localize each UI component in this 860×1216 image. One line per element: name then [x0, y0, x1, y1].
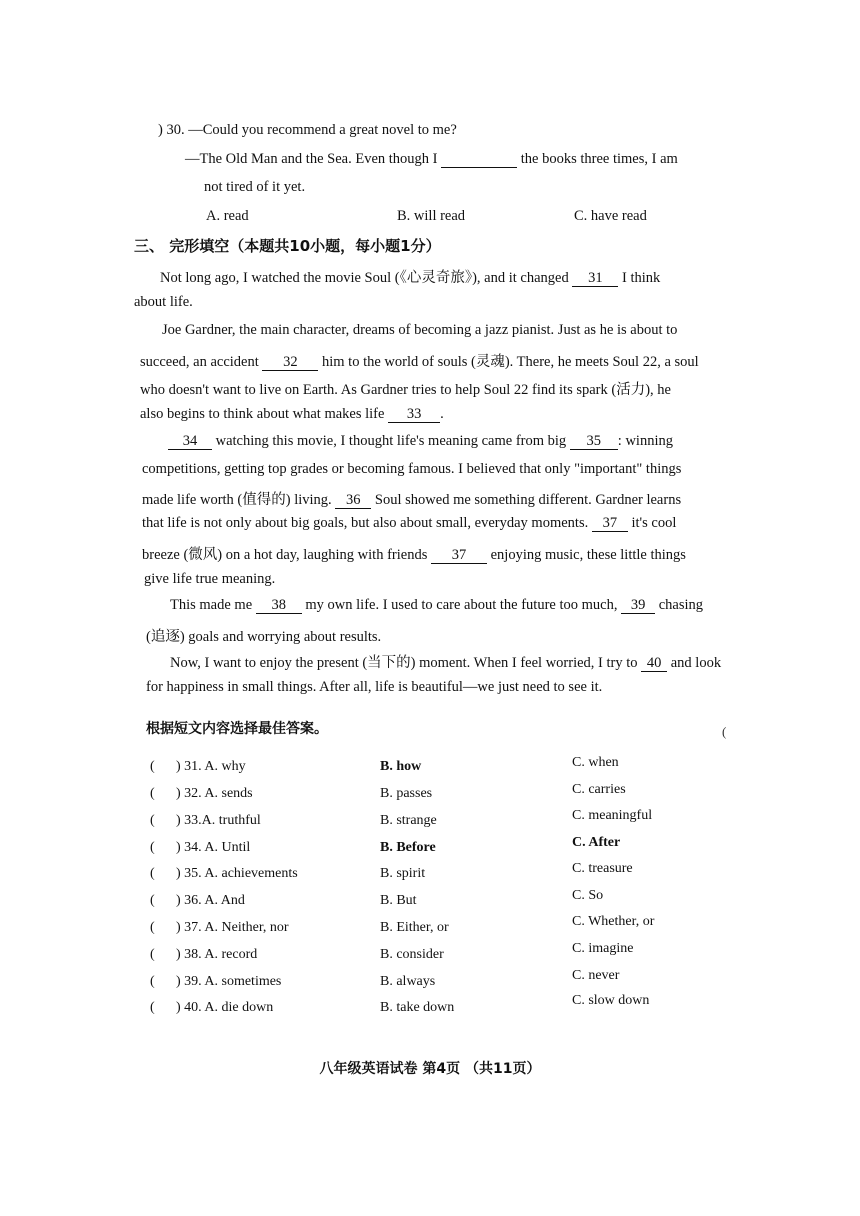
passage-text: Soul showed me something different. Gardner learns — [374, 492, 682, 508]
section-heading — [134, 235, 441, 256]
option-c: C. treasure — [572, 861, 633, 876]
q30-option-c: C. have read — [574, 208, 647, 224]
answer-paren: ( — [150, 840, 155, 855]
margin-mark: ( — [722, 724, 727, 739]
answer-paren: ( — [150, 786, 155, 801]
passage-line-12: give life true meaning. — [144, 571, 276, 587]
option-a: ) 31. A. why — [176, 759, 246, 774]
passage-line-4 — [140, 350, 699, 371]
q30-question: —Could you recommend a great novel to me? — [188, 122, 457, 138]
option-b: B. always — [380, 974, 436, 989]
section-prefix: 三、 — [134, 237, 165, 255]
option-row-35 — [150, 861, 710, 890]
option-c: C. slow down — [572, 993, 650, 1008]
passage-text: enjoying music, these little things — [490, 547, 686, 563]
blank-37b: 37 — [431, 548, 487, 564]
option-row-32 — [150, 782, 710, 810]
blank-32: 32 — [262, 355, 318, 371]
option-b: B. Either, or — [380, 920, 449, 935]
q30-number: ) 30. — [158, 122, 185, 138]
option-b: B. spirit — [380, 866, 426, 881]
option-b: B. passes — [380, 786, 433, 801]
passage-text: . — [440, 406, 444, 422]
passage-line-14: (追逐) goals and worrying about results. — [146, 629, 382, 645]
option-row-38 — [150, 941, 710, 971]
answer-paren: ( — [150, 893, 155, 908]
q30-answer-part2: the books three times, I am — [520, 151, 678, 167]
option-b: B. Before — [380, 840, 436, 855]
option-b: B. But — [380, 893, 417, 908]
blank-38: 38 — [256, 598, 302, 614]
blank-34: 34 — [168, 434, 212, 450]
passage-text: him to the world of souls (灵魂). There, he meets Soul 22, a soul — [322, 354, 699, 370]
blank-40: 40 — [641, 656, 667, 672]
passage-line-10 — [142, 515, 676, 532]
blank-36: 36 — [335, 493, 371, 509]
passage-line-8: competitions, getting top grades or becoming famous. I believed that only "important" things — [142, 461, 682, 477]
option-c: C. After — [572, 835, 621, 850]
passage-line-9 — [142, 488, 681, 509]
q30-answer-part1: —The Old Man and the Sea. Even though I — [185, 151, 438, 167]
option-a: ) 36. A. And — [176, 893, 245, 908]
page-footer: 八年级英语试卷 第4页 （共11页） — [319, 1061, 541, 1077]
option-a: ) 37. A. Neither, nor — [176, 920, 289, 935]
option-row-31 — [150, 755, 710, 783]
passage-line-15 — [170, 651, 721, 672]
passage-text: Not long ago, I watched the movie Soul (《心灵奇旅》), and it changed — [160, 270, 569, 286]
option-row-40 — [150, 993, 710, 1024]
option-b: B. take down — [380, 1000, 455, 1015]
passage-line-3: Joe Gardner, the main character, dreams of becoming a jazz pianist. Just as he is about to — [162, 322, 678, 338]
option-a: ) 34. A. Until — [176, 840, 251, 855]
q30-question-line — [158, 122, 457, 139]
passage-line-5: who doesn't want to live on Earth. As Gardner tries to help Soul 22 find its spark (活力), he — [140, 382, 671, 398]
q30-blank — [441, 152, 517, 168]
passage-text: that life is not only about big goals, but also about small, everyday moments. — [142, 515, 589, 531]
answer-paren: ( — [150, 1000, 155, 1015]
option-c: C. never — [572, 968, 620, 983]
passage-text: breeze (微风) on a hot day, laughing with friends — [142, 547, 428, 563]
option-a: ) 39. A. sometimes — [176, 974, 282, 989]
passage-line-6 — [140, 406, 444, 423]
passage-text: it's cool — [631, 515, 677, 531]
passage-text: and look — [670, 655, 722, 671]
option-a: ) 33.A. truthful — [176, 813, 261, 828]
q30-answer-line2: not tired of it yet. — [204, 179, 306, 195]
answer-paren: ( — [150, 759, 155, 774]
passage-text: : winning — [617, 433, 673, 449]
option-a: ) 32. A. sends — [176, 786, 253, 801]
answer-paren: ( — [150, 920, 155, 935]
option-b: B. how — [380, 759, 422, 774]
q30-answer-line — [185, 151, 678, 168]
blank-33: 33 — [388, 407, 440, 423]
answer-paren: ( — [150, 866, 155, 881]
option-a: ) 35. A. achievements — [176, 866, 298, 881]
passage-text: I think — [621, 270, 661, 286]
option-b: B. consider — [380, 947, 444, 962]
q30-option-a: A. read — [206, 208, 249, 224]
passage-text: Now, I want to enjoy the present (当下的) moment. When I feel worried, I try to — [170, 655, 638, 671]
instruction-text: 根据短文内容选择最佳答案。 — [146, 721, 328, 737]
q30-option-b: B. will read — [397, 208, 466, 224]
passage-line-7 — [168, 433, 673, 450]
option-c: C. Whether, or — [572, 914, 655, 929]
answer-paren: ( — [150, 947, 155, 962]
section-title: 完形填空（本题共10小题，每小题1分） — [169, 237, 441, 255]
answer-paren: ( — [150, 813, 155, 828]
passage-text: made life worth (值得的) living. — [142, 492, 332, 508]
passage-text: chasing — [658, 597, 704, 613]
passage-line-16: for happiness in small things. After all, life is beautiful—we just need to see it. — [146, 679, 603, 695]
option-c: C. when — [572, 755, 619, 770]
passage-text: This made me — [170, 597, 253, 613]
passage-line-1 — [160, 266, 660, 287]
blank-39: 39 — [621, 598, 655, 614]
blank-35: 35 — [570, 434, 618, 450]
passage-text: my own life. I used to care about the future too much, — [305, 597, 618, 613]
passage-line-11 — [142, 543, 686, 564]
option-row-33 — [150, 808, 710, 837]
passage-line-13 — [170, 597, 703, 614]
option-b: B. strange — [380, 813, 437, 828]
option-a: ) 38. A. record — [176, 947, 258, 962]
blank-31: 31 — [572, 271, 618, 287]
option-c: C. meaningful — [572, 808, 653, 823]
passage-text: also begins to think about what makes life — [140, 406, 385, 422]
option-a: ) 40. A. die down — [176, 1000, 274, 1015]
blank-37a: 37 — [592, 516, 628, 532]
passage-line-2: about life. — [134, 294, 193, 310]
option-c: C. So — [572, 888, 604, 903]
option-c: C. imagine — [572, 941, 634, 956]
answer-paren: ( — [150, 974, 155, 989]
option-c: C. carries — [572, 782, 626, 797]
passage-text: succeed, an accident — [140, 354, 259, 370]
passage-text: watching this movie, I thought life's meaning came from big — [215, 433, 567, 449]
